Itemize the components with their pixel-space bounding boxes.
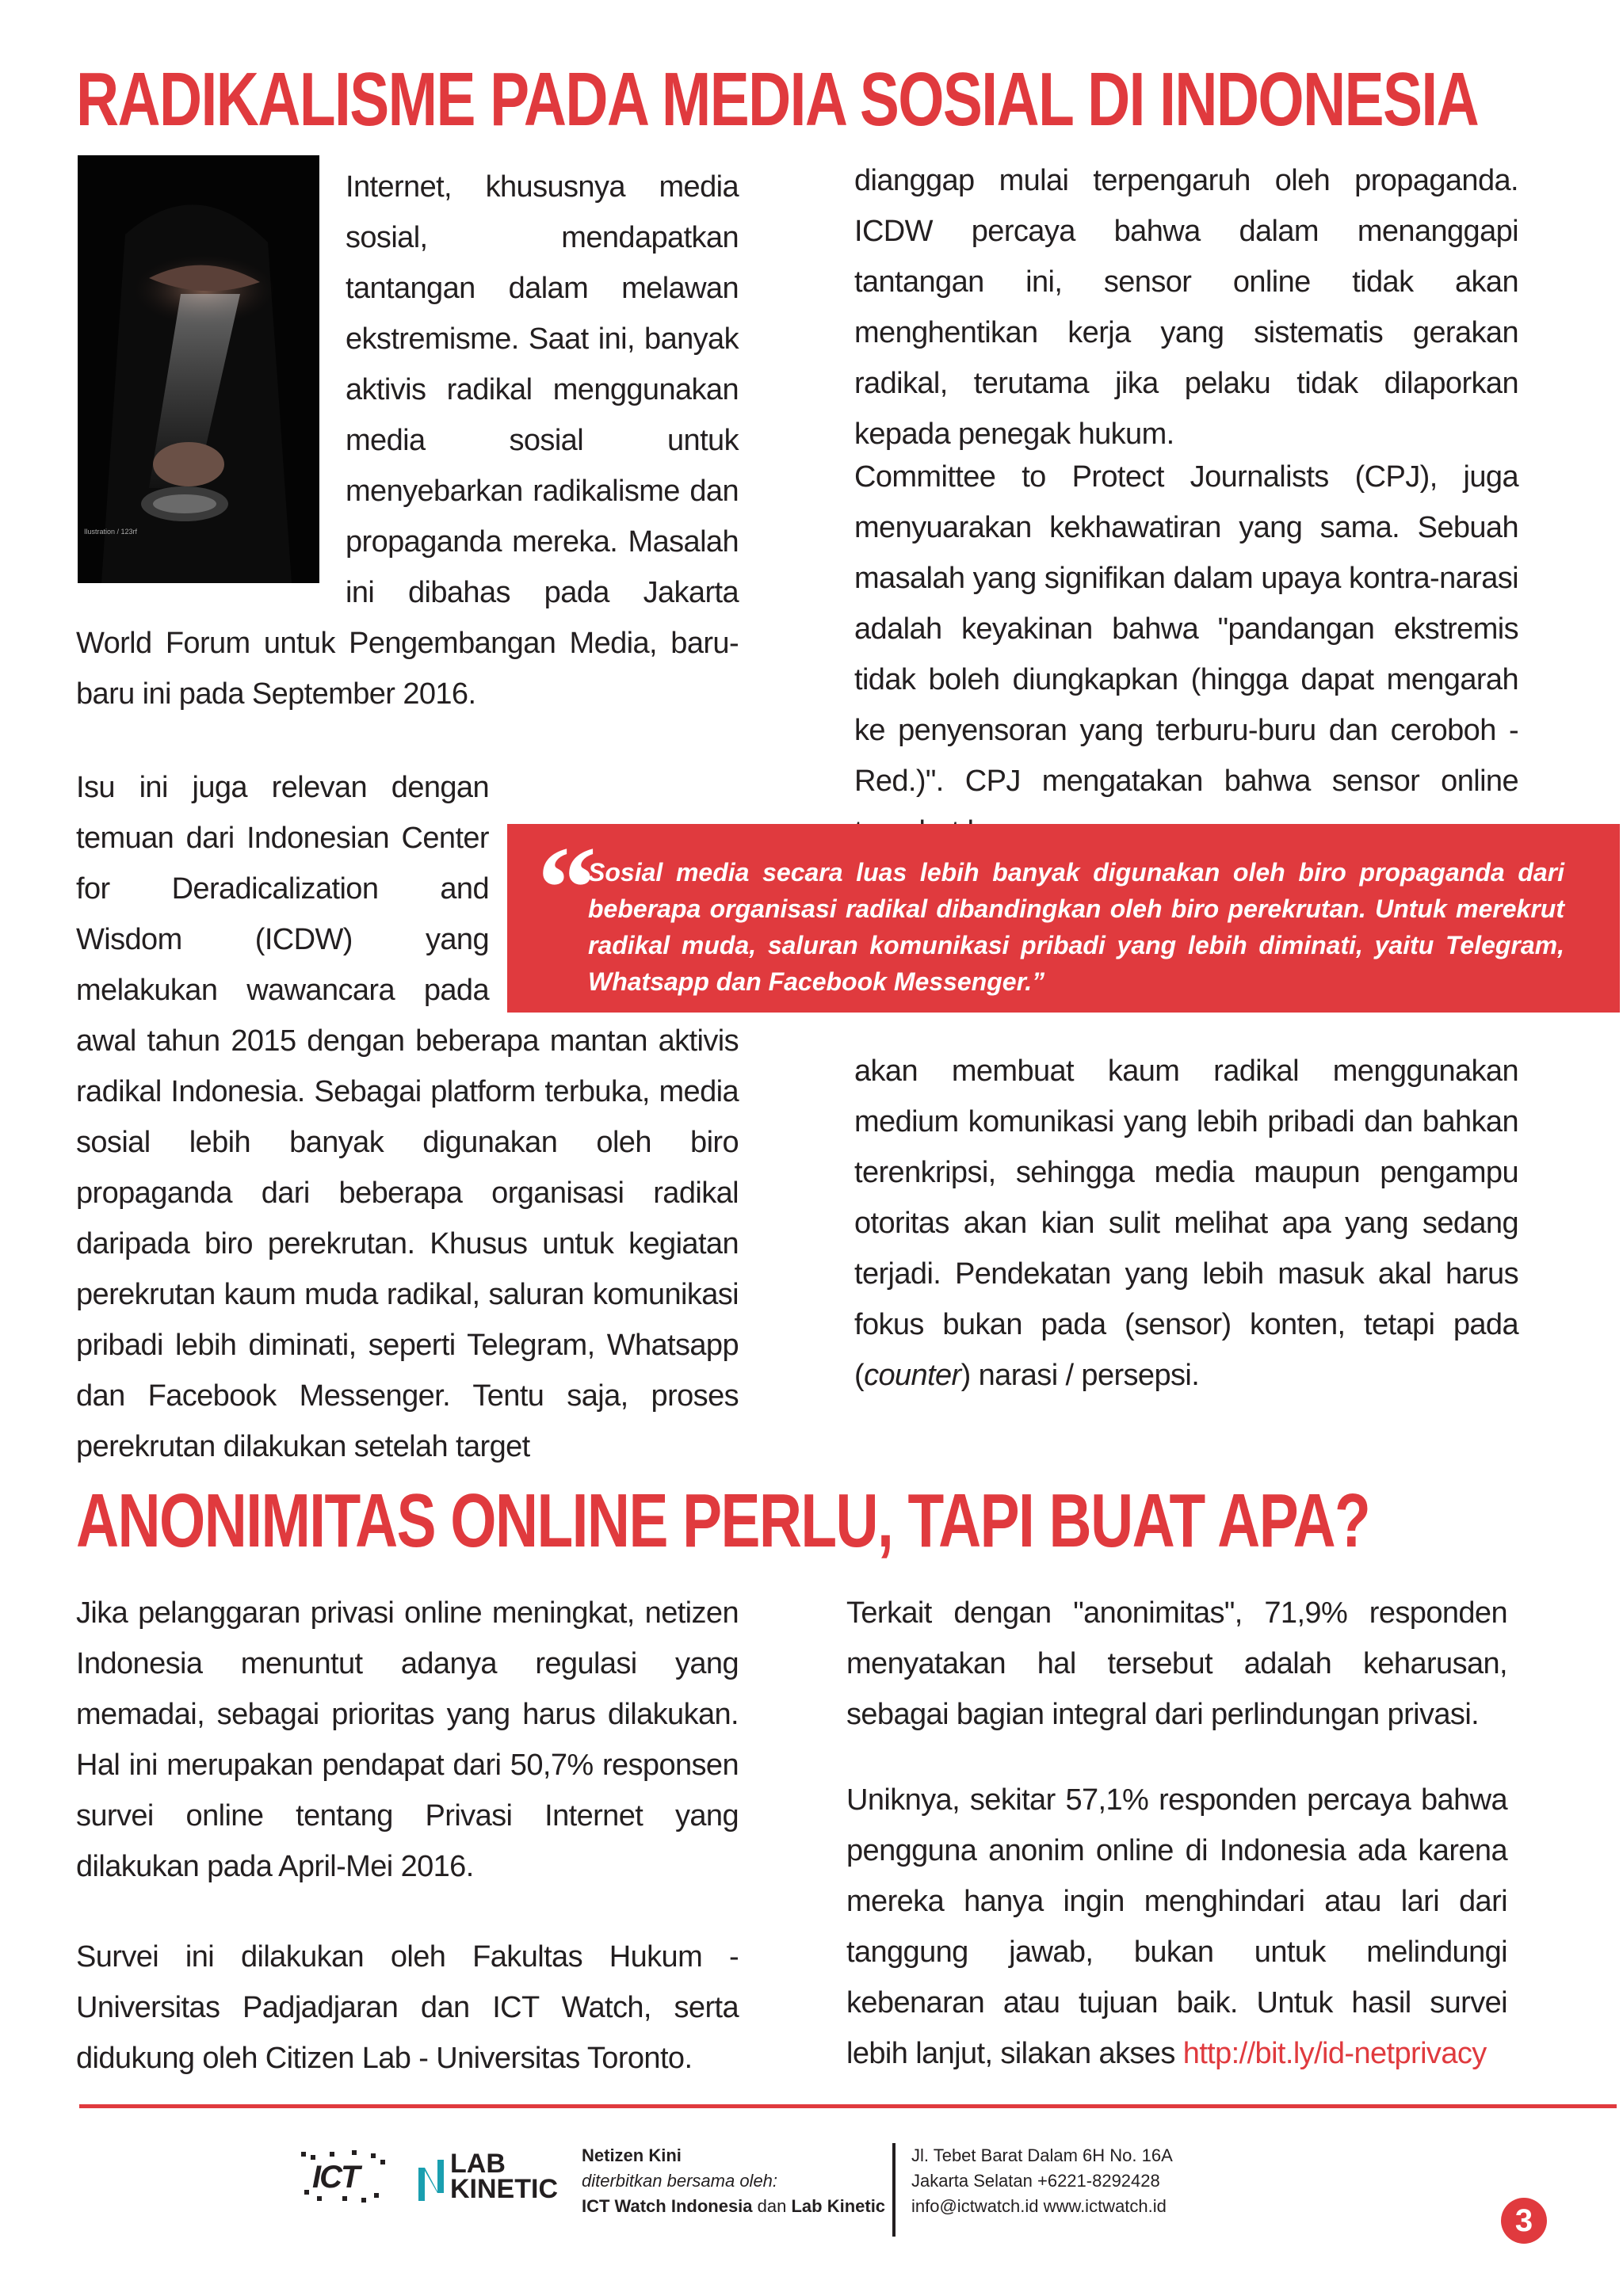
ict-logo-text: ICT — [312, 2160, 359, 2195]
pull-quote-text: Sosial media secara luas lebih banyak digunakan oleh biro propaganda dari beberapa organisasi radikal dibandingkan oleh biro perekrutan. Untuk merekrut radikal muda, saluran komunikasi pribadi yang lebih diminati, yaitu Telegram, Whatsapp dan Facebook Messenger.” — [588, 858, 1564, 996]
publisher-ict-watch: ICT Watch Indonesia — [582, 2196, 753, 2216]
s2-col1-paragraph-2: Survei ini dilakukan oleh Fakultas Hukum - Universitas Padjadjaran dan ICT Watch, serta didukung oleh Citizen Lab - Universitas Toronto. — [76, 1940, 739, 2075]
publisher-and: dan — [752, 2196, 792, 2216]
s1-col2-p3-emphasis: counter — [864, 1359, 961, 1392]
s2-col1-paragraph-1: Jika pelanggaran privasi online meningkat, netizen Indonesia menuntut adanya regulasi yang memadai, sebagai prioritas yang harus dilakukan. Hal ini merupakan pendapat dari 50,7% responsen survei online tentang Privasi Internet yang dilakukan pada April-Mei 2016. — [76, 1596, 739, 1883]
publisher-lab-kinetic: Lab Kinetic — [791, 2196, 886, 2216]
footer-divider — [79, 2104, 1617, 2108]
contact-info — [911, 2143, 1173, 2219]
pull-quote-box — [507, 824, 1620, 1013]
photo-caption: Ilustration / 123rf — [84, 528, 138, 536]
contact-email-web[interactable]: info@ictwatch.id www.ictwatch.id — [911, 2196, 1167, 2216]
address-line-1: Jl. Tebet Barat Dalam 6H No. 16A — [911, 2145, 1173, 2165]
ict-watch-logo — [295, 2144, 393, 2210]
page-number-badge: 3 — [1501, 2198, 1547, 2244]
quote-mark-icon: “ — [537, 822, 597, 954]
publisher-info — [582, 2143, 885, 2219]
footer-vertical-divider — [892, 2143, 896, 2237]
s2-col2-p2-text: Uniknya, sekitar 57,1% responden percaya bahwa pengguna anonim online di Indonesia ada karena mereka hanya ingin menghindari atau lari dari tanggung jawab, bukan untuk melindungi kebenaran atau tujuan baik. Untuk hasil survei lebih lanjut, silakan akses — [846, 1783, 1507, 2070]
survey-link[interactable]: http://bit.ly/id-netprivacy — [1182, 2037, 1487, 2070]
address-line-2: Jakarta Selatan +6221-8292428 — [911, 2171, 1160, 2191]
lab-kinetic-n-icon — [415, 2157, 447, 2204]
s1-col1-p1-text: Internet, khususnya media sosial, mendapatkan tantangan dalam melawan ekstremisme. Saat ini, banyak aktivis radikal menggunakan media sosial untuk menyebarkan radikalisme dan propaganda mereka. Masalah ini dibahas pada Jakarta World Forum untuk Pengembangan Media, baru-baru ini pada September 2016. — [76, 170, 739, 711]
s2-col2-paragraph-2 — [846, 1775, 1507, 2079]
publisher-orgs — [582, 2194, 885, 2219]
s1-col1-p2-text: Isu ini juga relevan dengan temuan dari Indonesian Center for Deradicalization and Wisdom (ICDW) yang melakukan wawancara pada awal tahun 2015 dengan beberapa mantan aktivis radikal Indonesia. Sebagai platform terbuka, media sosial lebih banyak digunakan oleh biro propaganda dari beberapa organisasi radikal daripada biro perekrutan. Khusus untuk kegiatan perekrutan kaum muda radikal, saluran komunikasi pribadi lebih diminati, seperti Telegram, Whatsapp dan Facebook Messenger. Tentu saja, proses perekrutan dilakukan setelah target — [76, 771, 739, 1463]
s1-col2-paragraph-2: Committee to Protect Journalists (CPJ), juga menyuarakan kekhawatiran yang sama. Sebuah masalah yang signifikan dalam upaya kontra-narasi adalah keyakinan bahwa "pandangan ekstremis tidak boleh diungkapkan (hingga dapat mengarah ke penyensoran yang terburu-buru dan ceroboh - Red.)". CPJ mengatakan bahwa sensor online — [854, 460, 1518, 798]
s1-col2-paragraph-3 — [854, 1046, 1518, 1401]
kinetic-logo-text: KINETIC — [450, 2174, 558, 2204]
section-title-anonimitas: ANONIMITAS ONLINE PERLU, TAPI BUAT APA? — [76, 1478, 1370, 1563]
lab-kinetic-logo — [415, 2144, 574, 2210]
publication-subtitle: diterbitkan bersama oleh: — [582, 2171, 778, 2191]
s1-col2-p3-text-b: ) narasi / persepsi. — [960, 1359, 1200, 1392]
s1-col2-paragraph-1: dianggap mulai terpengaruh oleh propaganda. ICDW percaya bahwa dalam menanggapi tantangan ini, sensor online tidak akan menghentikan kerja yang sistematis gerakan radikal, terutama jika pelaku tidak dilaporkan kepada penegak hukum. — [854, 164, 1518, 451]
s1-col2-p3-text-a: akan membuat kaum radikal menggunakan medium komunikasi yang lebih pribadi dan bahkan terenkripsi, sehingga media maupun pengampu otoritas akan kian sulit melihat apa yang sedang terjadi. Pendekatan yang lebih masuk akal harus fokus bukan pada (sensor) konten, tetapi pada ( — [854, 1055, 1518, 1392]
photo-float-spacer — [76, 162, 318, 593]
section-title-radikalisme: RADIKALISME PADA MEDIA SOSIAL DI INDONESIA — [76, 57, 1479, 142]
lab-logo-text: LAB — [450, 2149, 506, 2179]
publication-title: Netizen Kini — [582, 2145, 682, 2165]
s2-col2-paragraph-1: Terkait dengan "anonimitas", 71,9% responden menyatakan hal tersebut adalah keharusan, sebagai bagian integral dari perlindungan privasi. — [846, 1596, 1507, 1731]
s1-col1-paragraph-1 — [76, 162, 739, 719]
